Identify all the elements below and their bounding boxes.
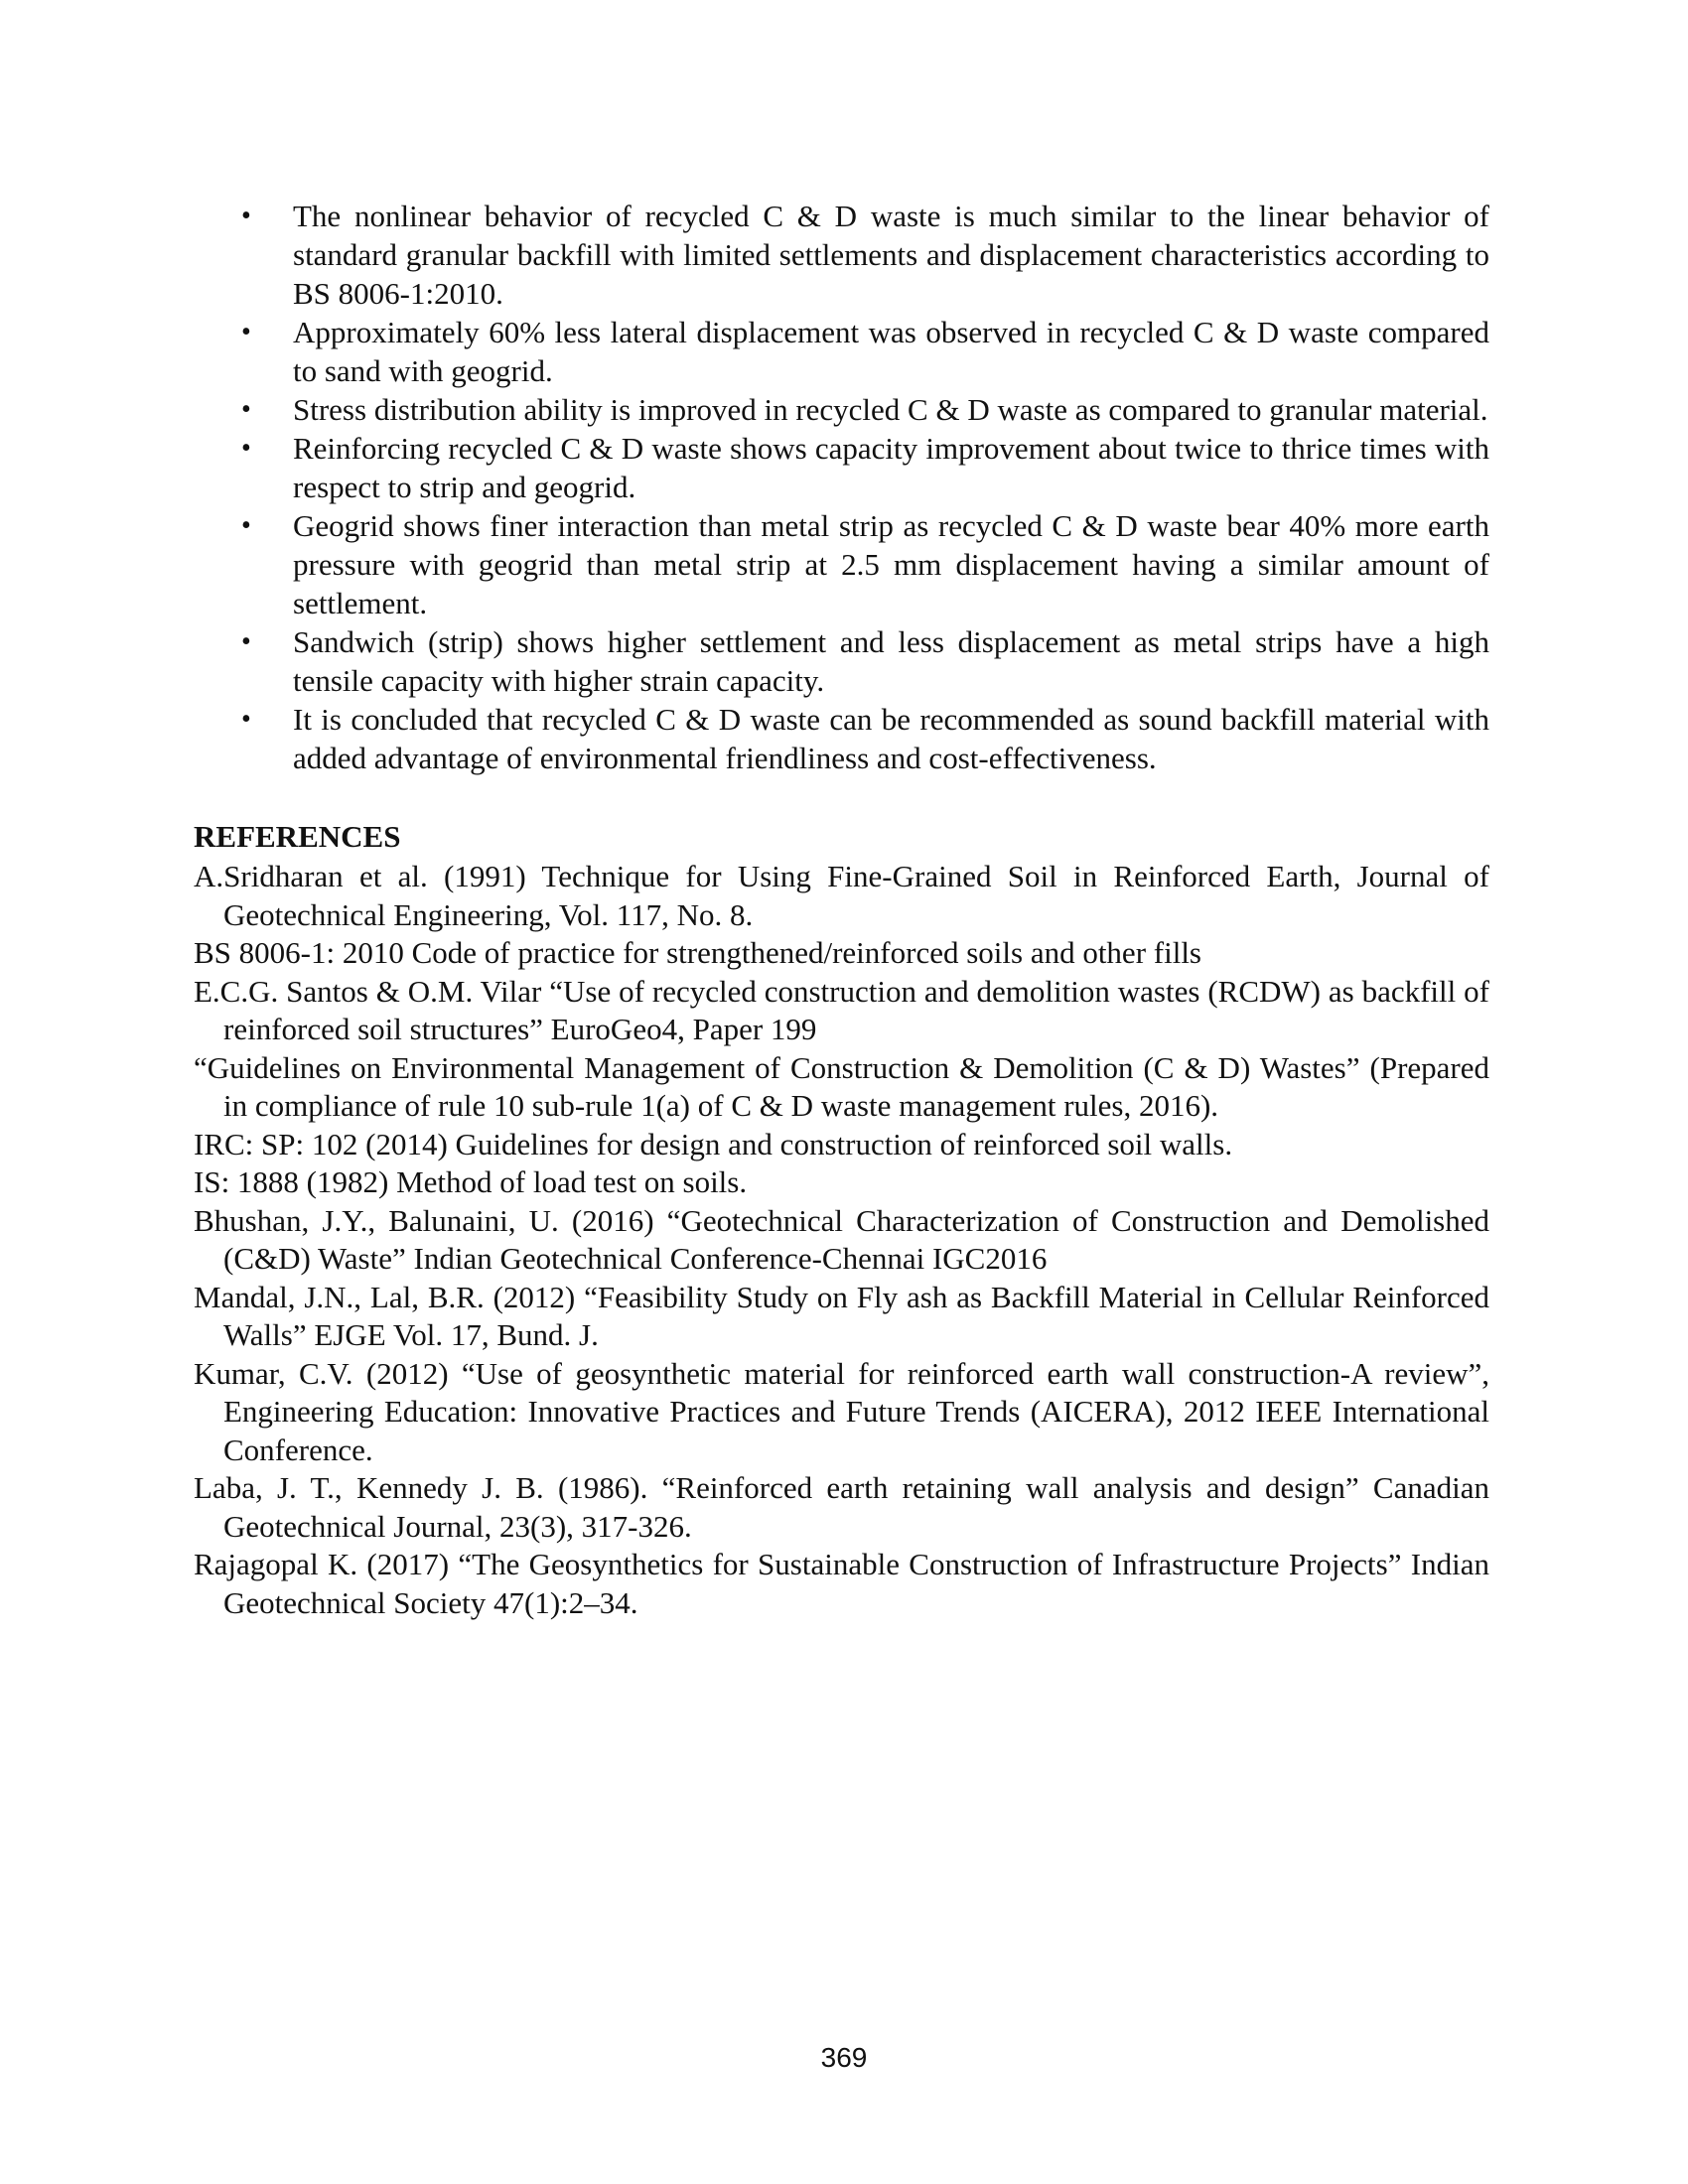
bullet-icon: • — [241, 626, 251, 657]
bullet-icon: • — [241, 394, 251, 425]
conclusion-item — [194, 197, 1489, 313]
conclusion-text: It is concluded that recycled C & D waste can be recommended as sound backfill material with added advantage of environmental friendliness and cost-effectiveness. — [293, 702, 1489, 775]
reference-item: IRC: SP: 102 (2014) Guidelines for design and construction of reinforced soil walls. — [194, 1126, 1233, 1161]
reference-item: “Guidelines on Environmental Management of Construction & Demolition (C & D) Wastes” (Prepared in compliance of rule 10 sub-rule 1(a) of C & D waste management rules, 2016). — [194, 1049, 1489, 1123]
bullet-icon: • — [241, 433, 251, 464]
page-content — [194, 197, 1489, 1622]
conclusion-item — [194, 700, 1489, 777]
conclusion-item — [194, 622, 1489, 700]
reference-item: E.C.G. Santos & O.M. Vilar “Use of recycled construction and demolition wastes (RCDW) as backfill of reinforced soil structures” EuroGeo4, Paper 199 — [194, 973, 1489, 1046]
reference-item: Kumar, C.V. (2012) “Use of geosynthetic material for reinforced earth wall construction-A review”, Engineering Education: Innovative Practices and Future Trends (AICERA), 2012 IEEE International Conference. — [194, 1355, 1489, 1467]
bullet-icon: • — [241, 704, 251, 735]
conclusion-item — [194, 506, 1489, 622]
reference-item: Bhushan, J.Y., Balunaini, U. (2016) “Geotechnical Characterization of Construction and Demolished (C&D) Waste” Indian Geotechnical Conference-Chennai IGC2016 — [194, 1202, 1489, 1276]
conclusion-item — [194, 390, 1489, 429]
reference-item: IS: 1888 (1982) Method of load test on soils. — [194, 1164, 748, 1199]
references-list — [194, 858, 1489, 1622]
conclusion-text: Geogrid shows finer interaction than metal strip as recycled C & D waste bear 40% more earth pressure with geogrid than metal strip at 2.5 mm displacement having a similar amount of settlement. — [293, 508, 1489, 620]
reference-item: BS 8006-1: 2010 Code of practice for strengthened/reinforced soils and other fills — [194, 935, 1201, 970]
conclusions-list — [194, 197, 1489, 777]
reference-item: Rajagopal K. (2017) “The Geosynthetics for Sustainable Construction of Infrastructure Projects” Indian Geotechnical Society 47(1):2–34. — [194, 1547, 1489, 1620]
reference-item: Mandal, J.N., Lal, B.R. (2012) “Feasibility Study on Fly ash as Backfill Material in Cellular Reinforced Walls” EJGE Vol. 17, Bund. J. — [194, 1279, 1489, 1352]
conclusion-item — [194, 313, 1489, 390]
conclusion-text: Reinforcing recycled C & D waste shows capacity improvement about twice to thrice times with respect to strip and geogrid. — [293, 431, 1489, 504]
conclusion-text: The nonlinear behavior of recycled C & D waste is much similar to the linear behavior of standard granular backfill with limited settlements and displacement characteristics according to BS 8006-1:2010. — [293, 199, 1489, 311]
reference-item: A.Sridharan et al. (1991) Technique for Using Fine-Grained Soil in Reinforced Earth, Journal of Geotechnical Engineering, Vol. 117, No. 8. — [194, 859, 1489, 932]
bullet-icon: • — [241, 510, 251, 541]
conclusion-text: Approximately 60% less lateral displacement was observed in recycled C & D waste compared to sand with geogrid. — [293, 315, 1489, 388]
bullet-icon: • — [241, 201, 251, 231]
page-number: 369 — [820, 2042, 868, 2073]
bullet-icon: • — [241, 317, 251, 347]
reference-item: Laba, J. T., Kennedy J. B. (1986). “Reinforced earth retaining wall analysis and design” Canadian Geotechnical Journal, 23(3), 317-326. — [194, 1470, 1489, 1544]
references-heading: REFERENCES — [194, 819, 401, 854]
conclusion-text: Sandwich (strip) shows higher settlement and less displacement as metal strips have a high tensile capacity with higher strain capacity. — [293, 624, 1489, 698]
conclusion-text: Stress distribution ability is improved in recycled C & D waste as compared to granular material. — [293, 392, 1488, 427]
conclusion-item — [194, 429, 1489, 506]
